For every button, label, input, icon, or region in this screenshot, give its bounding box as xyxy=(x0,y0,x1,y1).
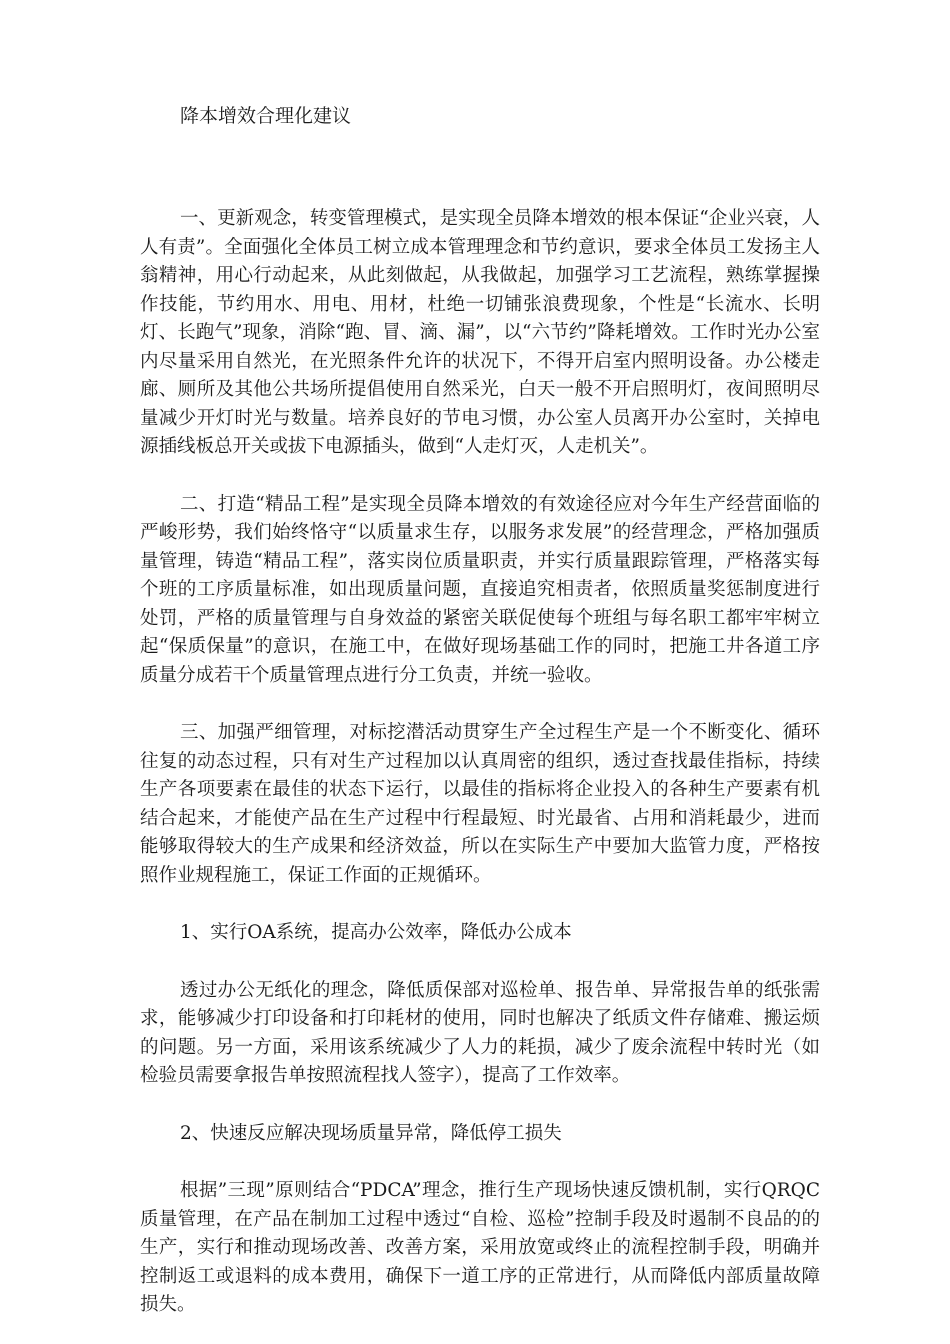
paragraph-2-quality-project: 二、打造“精品工程”是实现全员降本增效的有效途径应对今年生产经营面临的严峻形势，我们始终恪守“以质量求生存，以服务求发展”的经营理念，严格加强质量管理，铸造“精品工程”，落实岗位质量职责，并实行质量跟踪管理，严格落实每个班的工序质量标准，如出现质量问题，直接追究相责者，依照质量奖惩制度进行处罚，严格的质量管理与自身效益的紧密关联促使每个班组与每名职工都牢牢树立起“保质保量”的意识，在施工中，在做好现场基础工作的同时，把施工井各道工序质量分成若干个质量管理点进行分工负责，并统一验收。 xyxy=(140,493,820,686)
paragraph-oa-system: 透过办公无纸化的理念，降低质保部对巡检单、报告单、异常报告单的纸张需求，能够减少打印设备和打印耗材的使用，同时也解决了纸质文件存储难、搬运烦的问题。另一方面，采用该系统减少了人力的耗损，减少了废余流程中转时光（如检验员需要拿报告单按照流程找人签字），提高了工作效率。 xyxy=(140,979,820,1086)
paragraph-quality-response: 根据”三现”原则结合“PDCA”理念，推行生产现场快速反馈机制，实行QRQC质量管理，在产品在制加工过程中透过“自检、巡检”控制手段及时遏制不良品的的生产，实行和推动现场改善、改善方案，采用放宽或终止的流程控制手段，明确并控制返工或退料的成本费用，确保下一道工序的正常进行，从而降低内部质量故障损失。 xyxy=(140,1180,820,1315)
paragraph-3-strict-management: 三、加强严细管理，对标挖潜活动贯穿生产全过程生产是一个不断变化、循环往复的动态过程，只有对生产过程加以认真周密的组织，透过查找最佳指标，持续生产各项要素在最佳的状态下运行，以最佳的指标将企业投入的各种生产要素有机结合起来，才能使产品在生产过程中行程最短、时光最省、占用和消耗最少，进而能够取得较大的生产成果和经济效益，所以在实际生产中要加大监管力度，严格按照作业规程施工，保证工作面的正规循环。 xyxy=(140,722,820,886)
subheading-oa-system: 1、实行OA系统，提高办公效率，降低办公成本 xyxy=(180,922,572,943)
document-page xyxy=(140,100,820,1320)
document-title: 降本增效合理化建议 xyxy=(180,105,352,127)
paragraph-1-update-concepts: 一、更新观念，转变管理模式，是实现全员降本增效的根本保证“企业兴衰，人人有责”。全面强化全体员工树立成本管理理念和节约意识，要求全体员工发扬主人翁精神，用心行动起来，从此刻做起，从我做起，加强学习工艺流程，熟练掌握操作技能，节约用水、用电、用材，杜绝一切铺张浪费现象，个性是“长流水、长明灯、长跑气”现象，消除“跑、冒、滴、漏”，以“六节约”降耗增效。工作时光办公室内尽量采用自然光，在光照条件允许的状况下，不得开启室内照明设备。办公楼走廊、厕所及其他公共场所提倡使用自然采光，白天一般不开启照明灯，夜间照明尽量减少开灯时光与数量。培养良好的节电习惯，办公室人员离开办公室时，关掉电源插线板总开关或拔下电源插头，做到“人走灯灭，人走机关”。 xyxy=(140,208,820,457)
subheading-quality-response: 2、快速反应解决现场质量异常，降低停工损失 xyxy=(180,1122,562,1144)
